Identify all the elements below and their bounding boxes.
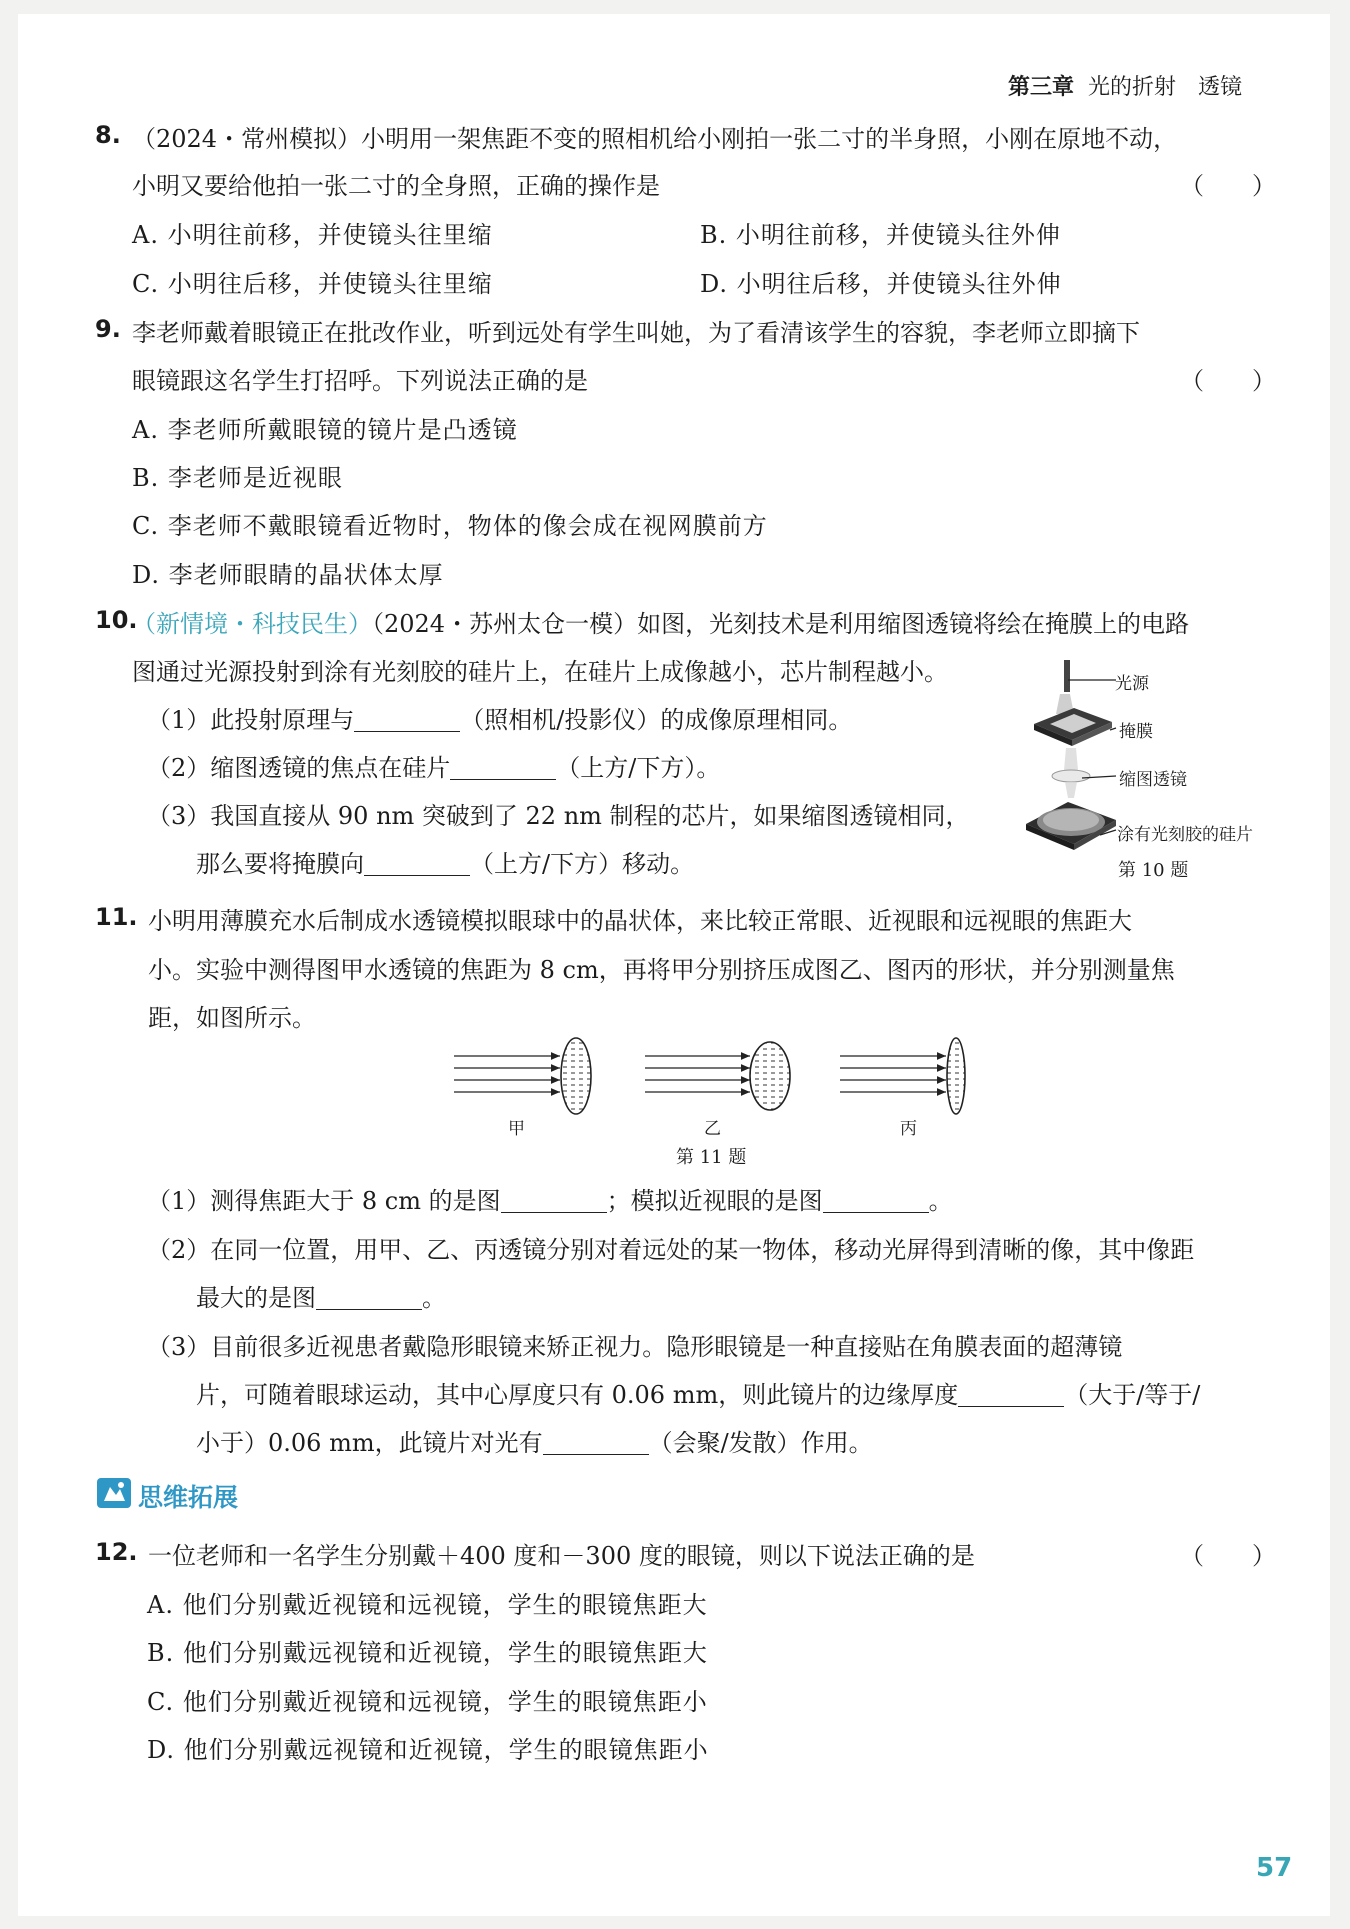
answer-blank[interactable] bbox=[958, 1382, 1064, 1407]
q11-part1-text: （1）测得焦距大于 8 cm 的是图 bbox=[147, 1187, 501, 1215]
q12-option-a: A. 他们分别戴近视镜和远视镜，学生的眼镜焦距大 bbox=[147, 1591, 708, 1619]
running-header bbox=[1008, 70, 1242, 101]
label-wafer: 涂有光刻胶的硅片 bbox=[1117, 825, 1253, 845]
label-lens-a: 甲 bbox=[508, 1119, 525, 1139]
answer-blank[interactable] bbox=[364, 851, 470, 876]
water-lens-figure bbox=[450, 1034, 980, 1126]
q10-context-tag: （新情境・科技民生） bbox=[132, 610, 372, 638]
q9-text-line1: 李老师戴着眼镜正在批改作业，听到远处有学生叫她，为了看清该学生的容貌，李老师立即摘下 bbox=[132, 319, 1140, 347]
q11-text-line1: 小明用薄膜充水后制成水透镜模拟眼球中的晶状体，来比较正常眼、近视眼和远视眼的焦距大 bbox=[148, 907, 1132, 935]
q11-part2-end: 。 bbox=[422, 1284, 446, 1312]
q8-option-b: B. 小明往前移，并使镜头往外伸 bbox=[700, 221, 1061, 249]
figure-leader-lines bbox=[1060, 672, 1120, 848]
q11-part1-text2: ；模拟近视眼的是图 bbox=[606, 1187, 823, 1215]
q9-option-a: A. 李老师所戴眼镜的镜片是凸透镜 bbox=[132, 416, 518, 444]
q10-part1-text: （1）此投射原理与 bbox=[147, 706, 355, 734]
q8-answer-paren: （ ） bbox=[1180, 172, 1276, 200]
thinking-extension-icon bbox=[96, 1477, 132, 1509]
answer-blank[interactable] bbox=[354, 707, 460, 732]
q9-answer-paren: （ ） bbox=[1180, 367, 1276, 395]
q12-option-d: D. 他们分别戴远视镜和近视镜，学生的眼镜焦距小 bbox=[147, 1736, 709, 1764]
q11-part3-line1: （3）目前很多近视患者戴隐形眼镜来矫正视力。隐形眼镜是一种直接贴在角膜表面的超薄镜 bbox=[147, 1333, 1123, 1361]
q9-text-line2: 眼镜跟这名学生打招呼。下列说法正确的是 bbox=[132, 367, 588, 395]
section-title: 思维拓展 bbox=[138, 1483, 239, 1512]
q12-option-c: C. 他们分别戴近视镜和远视镜，学生的眼镜焦距小 bbox=[147, 1688, 708, 1716]
q8-option-a: A. 小明往前移，并使镜头往里缩 bbox=[132, 221, 493, 249]
q10-part3-text: 那么要将掩膜向 bbox=[196, 850, 364, 878]
q10-stem: （2024・苏州太仓一模）如图，光刻技术是利用缩图透镜将绘在掩膜上的电路 bbox=[372, 610, 1190, 638]
q11-part2-line2 bbox=[196, 1278, 446, 1313]
lens-a-diagram bbox=[454, 1038, 591, 1114]
q11-text-line3: 距，如图所示。 bbox=[148, 1004, 316, 1032]
q10-part1-choices: （照相机/投影仪）的成像原理相同。 bbox=[460, 706, 853, 734]
q10-part3-line2 bbox=[196, 844, 694, 879]
q11-part2-text: 最大的是图 bbox=[196, 1284, 316, 1312]
q11-text-line2: 小。实验中测得图甲水透镜的焦距为 8 cm，再将甲分别挤压成图乙、图丙的形状，并分别测量焦 bbox=[148, 956, 1175, 984]
answer-blank[interactable] bbox=[543, 1430, 649, 1455]
q9-option-b: B. 李老师是近视眼 bbox=[132, 464, 343, 492]
q11-part1-end: 。 bbox=[928, 1187, 953, 1215]
label-light-source: 光源 bbox=[1115, 674, 1149, 694]
q12-answer-paren: （ ） bbox=[1180, 1542, 1276, 1570]
q10-part2-text: （2）缩图透镜的焦点在硅片 bbox=[147, 754, 451, 782]
page-number: 57 bbox=[1256, 1853, 1293, 1883]
q8-option-d: D. 小明往后移，并使镜头往外伸 bbox=[700, 270, 1062, 298]
question-number: 8. bbox=[95, 121, 121, 149]
answer-blank[interactable] bbox=[316, 1285, 422, 1310]
q11-part1 bbox=[147, 1181, 953, 1216]
label-mask: 掩膜 bbox=[1119, 722, 1153, 742]
q11-part3-choices2: （会聚/发散）作用。 bbox=[648, 1429, 873, 1457]
q9-option-c: C. 李老师不戴眼镜看近物时，物体的像会成在视网膜前方 bbox=[132, 512, 768, 540]
q10-text-line1 bbox=[132, 604, 1189, 639]
question-number: 10. bbox=[95, 606, 138, 634]
q12-option-b: B. 他们分别戴远视镜和近视镜，学生的眼镜焦距大 bbox=[147, 1639, 708, 1667]
q10-part1 bbox=[147, 700, 852, 735]
q10-part2-choices: （上方/下方）。 bbox=[556, 754, 721, 782]
q8-text-line1: （2024・常州模拟）小明用一架焦距不变的照相机给小刚拍一张二寸的半身照，小刚在原地不动， bbox=[132, 125, 1178, 153]
chapter-title: 光的折射 透镜 bbox=[1088, 75, 1243, 100]
q8-option-c: C. 小明往后移，并使镜头往里缩 bbox=[132, 270, 493, 298]
lens-c-diagram bbox=[840, 1038, 965, 1114]
q10-text-line2: 图通过光源投射到涂有光刻胶的硅片上，在硅片上成像越小，芯片制程越小。 bbox=[132, 658, 948, 686]
q11-part2-line1: （2）在同一位置，用甲、乙、丙透镜分别对着远处的某一物体，移动光屏得到清晰的像，其中像距 bbox=[147, 1236, 1195, 1264]
q10-part3-line1: （3）我国直接从 90 nm 突破到了 22 nm 制程的芯片，如果缩图透镜相同， bbox=[147, 802, 970, 830]
q12-text-line1: 一位老师和一名学生分别戴＋400 度和－300 度的眼镜，则以下说法正确的是 bbox=[148, 1542, 975, 1570]
label-reduction-lens: 缩图透镜 bbox=[1119, 770, 1187, 790]
question-number: 12. bbox=[95, 1538, 138, 1566]
answer-blank[interactable] bbox=[450, 755, 556, 780]
answer-blank[interactable] bbox=[501, 1188, 607, 1213]
q11-part3-text2: 小于）0.06 mm，此镜片对光有 bbox=[196, 1429, 543, 1457]
q8-text-line2: 小明又要给他拍一张二寸的全身照，正确的操作是 bbox=[132, 172, 660, 200]
answer-blank[interactable] bbox=[823, 1188, 929, 1213]
q11-part3-line3 bbox=[196, 1423, 873, 1458]
question-number: 9. bbox=[95, 315, 121, 343]
figure-caption: 第 11 题 bbox=[676, 1147, 747, 1168]
label-lens-c: 丙 bbox=[900, 1119, 917, 1139]
q10-part2 bbox=[147, 748, 720, 783]
q11-part3-line2 bbox=[196, 1375, 1200, 1410]
q10-part3-choices: （上方/下方）移动。 bbox=[470, 850, 695, 878]
figure-caption: 第 10 题 bbox=[1118, 860, 1189, 881]
label-lens-b: 乙 bbox=[704, 1119, 721, 1139]
q11-part3-choices: （大于/等于/ bbox=[1064, 1381, 1201, 1409]
q9-option-d: D. 李老师眼睛的晶状体太厚 bbox=[132, 561, 444, 589]
question-number: 11. bbox=[95, 903, 138, 931]
q11-part3-text: 片，可随着眼球运动，其中心厚度只有 0.06 mm，则此镜片的边缘厚度 bbox=[196, 1381, 959, 1409]
lens-b-diagram bbox=[645, 1042, 790, 1110]
chapter-label: 第三章 bbox=[1008, 75, 1075, 100]
